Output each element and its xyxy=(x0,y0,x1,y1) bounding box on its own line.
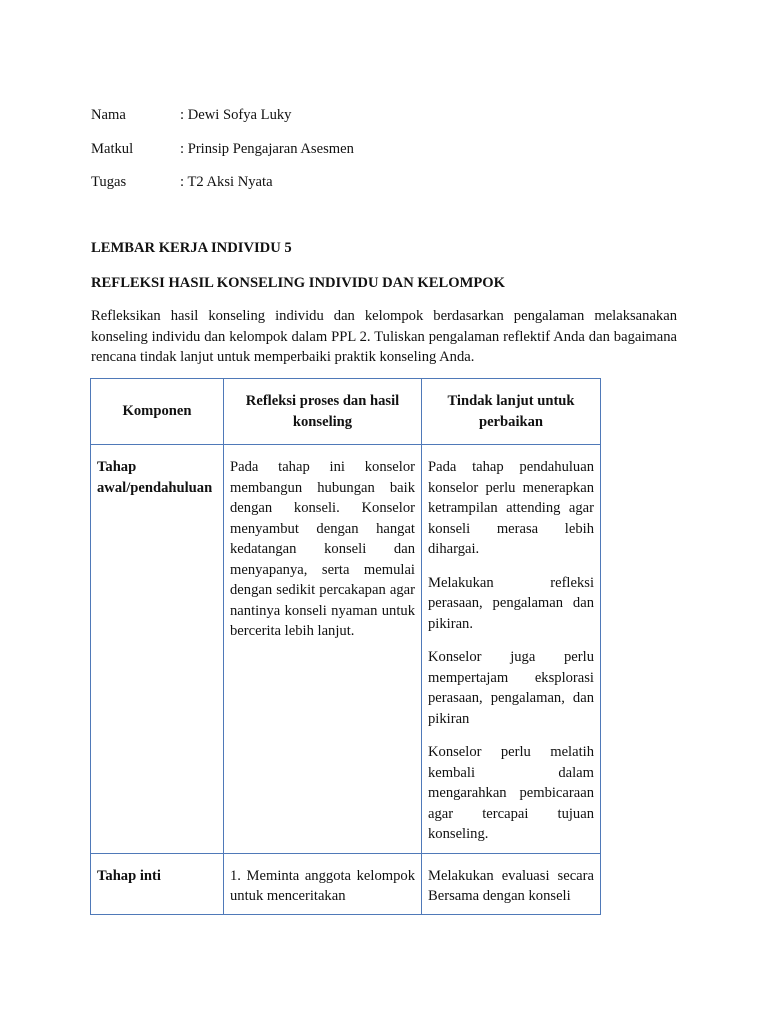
followup-cell xyxy=(422,445,601,854)
column-header-followup: Tindak lanjut untuk perbaikan xyxy=(422,379,601,445)
followup-cell xyxy=(422,853,601,914)
component-cell xyxy=(91,445,224,854)
reflection-cell xyxy=(224,853,422,914)
field-label: Nama xyxy=(91,107,126,123)
component-label: Tahap inti xyxy=(97,867,161,884)
reflection-text: Pada tahap ini konselor membangun hubungan baik dengan konseli. Konselor menyambut dengan hangat kedatangan konseli dan menyapanya, serta memulai dengan sedikit percakapan agar nantinya konseli nyaman untuk bercerita lebih lanjut. xyxy=(230,459,415,639)
column-header-component: Komponen xyxy=(91,379,224,445)
followup-text: Pada tahap pendahuluan konselor perlu menerapkan ketrampilan attending agar konseli merasa lebih dihargai. xyxy=(428,459,594,557)
worksheet-subtitle: REFLEKSI HASIL KONSELING INDIVIDU DAN KELOMPOK xyxy=(91,275,505,291)
table-row xyxy=(91,445,601,854)
instructions-text: Refleksikan hasil konseling individu dan kelompok berdasarkan pengalaman melaksanakan konseling individu dan kelompok dalam PPL 2. Tuliskan pengalaman reflektif Anda dan bagaimana rencana tindak lanjut untuk memperbaiki praktik konseling Anda. xyxy=(91,308,677,365)
reflection-text: 1. Meminta anggota kelompok untuk menceritakan xyxy=(230,867,415,904)
field-value: : Dewi Sofya Luky xyxy=(180,107,292,123)
component-cell xyxy=(91,853,224,914)
field-label: Tugas xyxy=(91,174,127,190)
column-header-reflection: Refleksi proses dan hasil konseling xyxy=(224,379,422,445)
reflection-table xyxy=(90,378,601,915)
table-row xyxy=(91,853,601,914)
followup-text: Konselor perlu melatih kembali dalam mengarahkan pembicaraan agar tercapai tujuan konseling. xyxy=(428,744,594,842)
table-header-row xyxy=(91,379,601,445)
field-label: Matkul xyxy=(91,141,134,157)
instructions-paragraph xyxy=(91,306,677,368)
field-value: : Prinsip Pengajaran Asesmen xyxy=(180,141,354,157)
followup-text: Konselor juga perlu mempertajam eksplorasi perasaan, pengalaman, dan pikiran xyxy=(428,649,594,727)
followup-text: Melakukan refleksi perasaan, pengalaman dan pikiran. xyxy=(428,574,594,632)
followup-text: Melakukan evaluasi secara Bersama dengan konseli xyxy=(428,867,594,904)
field-value: : T2 Aksi Nyata xyxy=(180,174,273,190)
component-label: Tahap awal/pendahuluan xyxy=(97,459,213,496)
worksheet-title: LEMBAR KERJA INDIVIDU 5 xyxy=(91,240,292,256)
reflection-cell xyxy=(224,445,422,854)
